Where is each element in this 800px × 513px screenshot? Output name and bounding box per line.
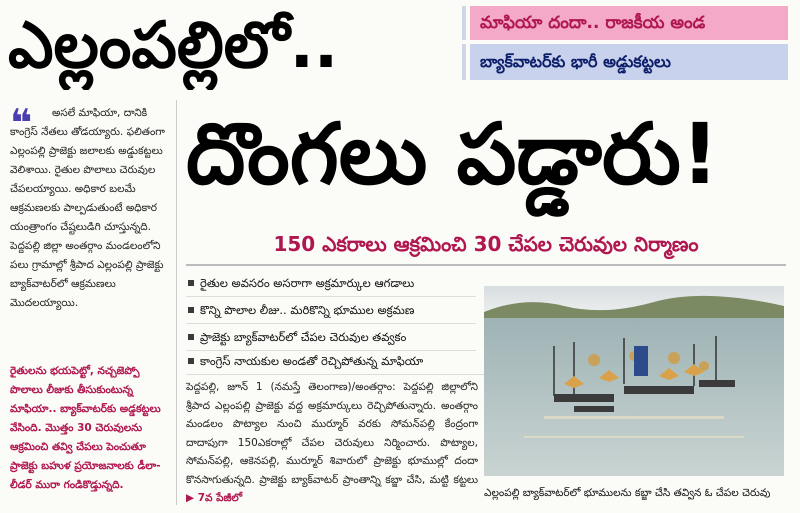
kicker-backwater: బ్యాక్‌వాటర్‌కు భారీ అడ్డుకట్టలు: [470, 44, 788, 80]
intro-paragraph: అసలే మాఫియా, దానికి కాంగ్రెస్ నేతలు తోడయ్యారు. ఫలితంగా ఎల్లంపల్లి ప్రాజెక్టు జలాలకు అడ్డుకట్టలు వెలిశాయి. రైతుల పొలాలు చెరువుల చేపలయ్యాయి. అధికార బలమే ఆక్రమణలకు పాల్పడుతుంటే అధికార యంత్రాంగం చేష్టలుడిగి చూస్తున్నది. పెద్దపల్లి జిల్లా అంతర్గాం మండలంలోని పలు గ్రామాల్లో శ్రీపాద ఎల్లంపల్లి ప్రాజెక్టు బ్యాక్‌వాటర్‌లో ఆక్రమణలు మొదలయ్యాయి.: [10, 107, 165, 309]
article-body-text: పెద్దపల్లి, జూన్ 1 (నమస్తే తెలంగాణ)/అంతర్గాం: పెద్దపల్లి జిల్లాలోని శ్రీపాద ఎల్లంపల్లి ప్రాజెక్టు వద్ద అక్రమార్కులు రెచ్చిపోతున్నారు. అంతర్గాం మండలం పొట్యాల నుంచి ముర్మూర్ వరకు సోమన్‌పల్లి కేంద్రంగా దాదాపుగా 150ఎకరాల్లో చేపల చెరువులు నిర్మించారు. పొట్యాల, సోమన్‌పల్లి, ఆకెనపల్లి, ముర్మూర్ శివారులో ప్రాజెక్టు భూముల్లో దందా కొనసాగుతున్నది. ప్రాజెక్టు బ్యాక్‌వాటర్ ప్రాంతాన్ని కబ్జా చేసి, మట్టి కట్టలు: [186, 381, 478, 486]
kicker-mafia: మాఫియా దందా.. రాజకీయ అండ: [470, 6, 788, 40]
headline-line1: ఎల్లంపల్లిలో..: [8, 9, 339, 83]
kicker-accent: [462, 6, 466, 40]
photo-caption: ఎల్లంపల్లి బ్యాక్‌వాటర్‌లో భూములను కబ్జా చేసి తవ్విన ఓ చేపల చెరువు: [484, 487, 771, 499]
highlight-paragraph: రైతులను భయపెట్టో, నచ్చజెప్పో పొలాలు లీజుకు తీసుకుంటున్న మాఫియా.. బ్యాక్‌వాటర్‌కు అడ్డకట్టలు వేసింది. మొత్తం 30 చెరువులను ఆక్రమించి తవ్వి చేపలు పెంచుతూ ప్రాజెక్టు బహుళ ప్రయోజనాలకు డీలా-లీడర్ మురా గండికొడ్తున్నది.: [10, 365, 161, 491]
headline-line2: దొంగలు పడ్డారు!: [186, 105, 720, 203]
quote-mark-icon: ❝: [10, 101, 33, 145]
fish-pond-photo: [484, 286, 784, 476]
kicker2-accent: [462, 44, 466, 80]
bullet-item: ప్రాజెక్టు బ్యాక్‌వాటర్‌లో చేపల చెరువుల తవ్వకం: [186, 324, 476, 351]
bullet-item: కాంగ్రెస్ నాయకుల అండతో రెచ్చిపోతున్న మాఫియా: [186, 348, 492, 375]
continued-link[interactable]: ▶ 7వ పేజీలో: [186, 492, 243, 504]
subheadline: 150 ఎకరాలు ఆక్రమించి 30 చేపల చెరువుల నిర్మాణం: [273, 232, 699, 256]
subheadline-rule: [186, 264, 786, 266]
bullet-list: [186, 270, 476, 351]
article-body: [186, 378, 478, 508]
bullet-item: రైతుల అవసరం అసరాగా అక్రమార్కుల ఆగడాలు: [186, 270, 476, 297]
photo-image: [484, 286, 784, 476]
bullet-item: కొన్ని పొలాల లీజు.. మరికొన్ని భూముల అక్రమణ: [186, 297, 476, 324]
